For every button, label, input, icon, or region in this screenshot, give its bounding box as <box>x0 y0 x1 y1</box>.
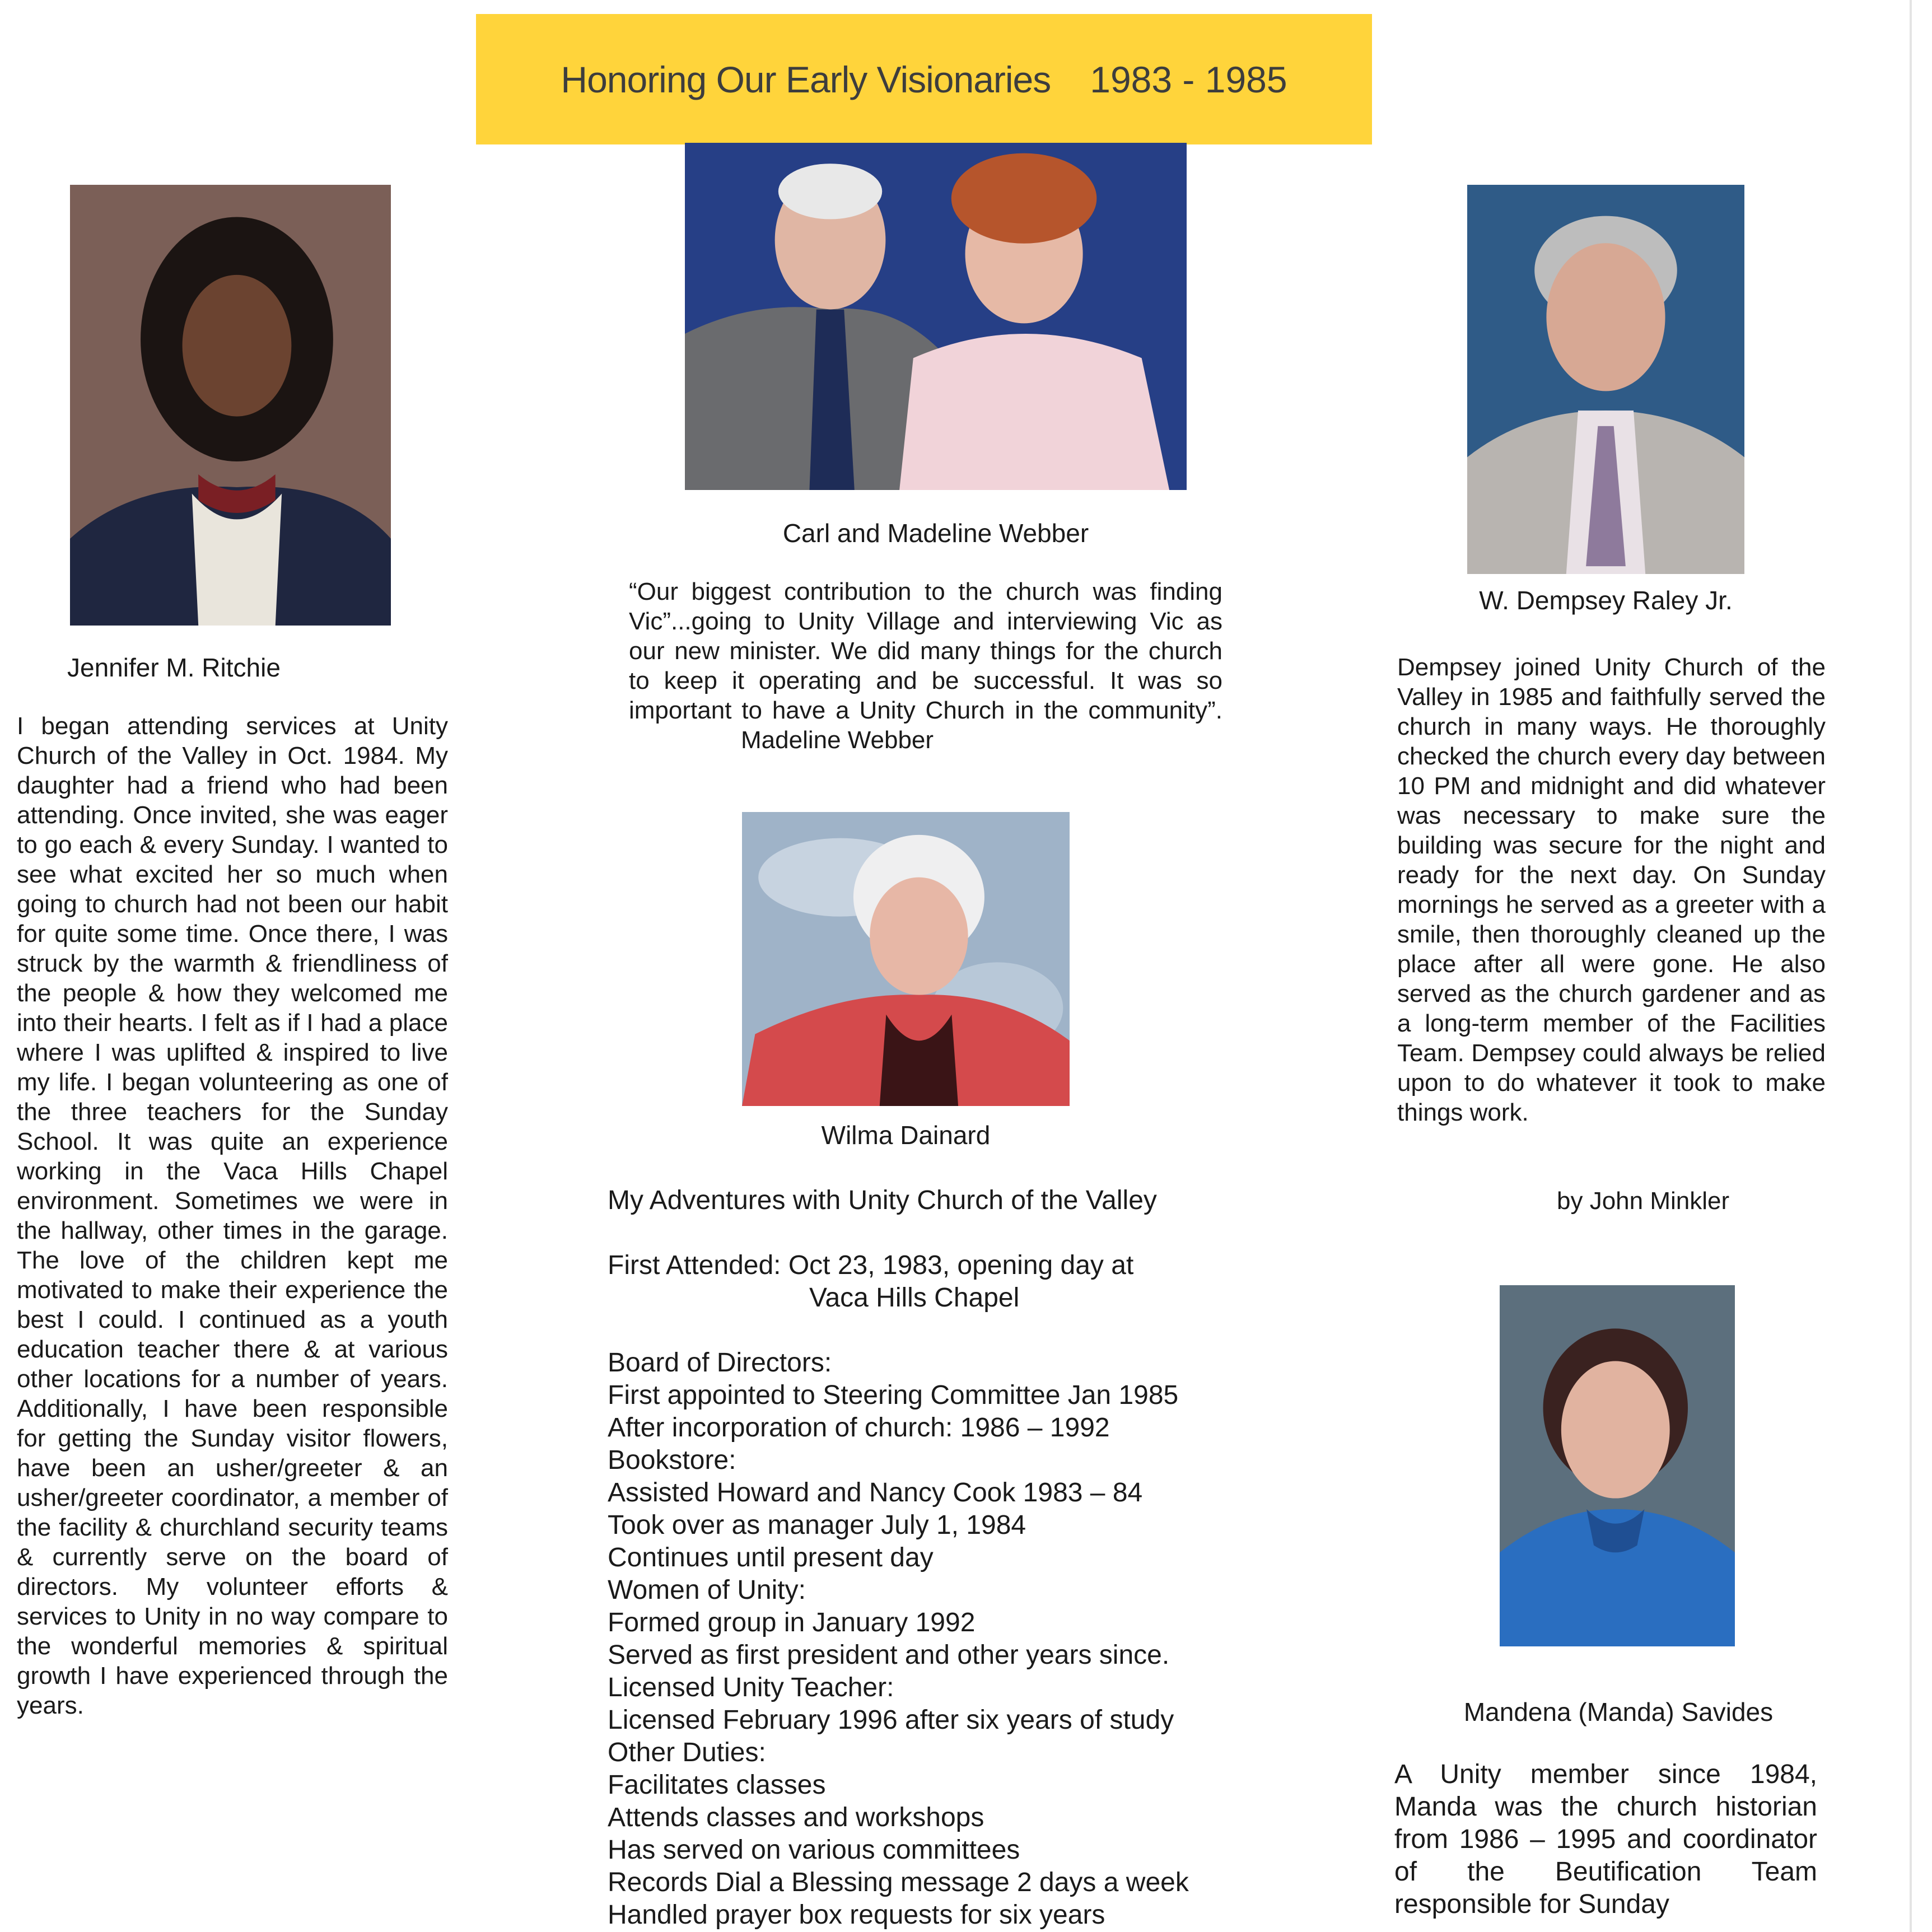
caption-jennifer-ritchie: Jennifer M. Ritchie <box>67 653 281 682</box>
adventures-line: Facilitates classes <box>608 1770 826 1800</box>
adventures-heading: My Adventures with Unity Church of the Valley <box>608 1186 1157 1215</box>
bio-dempsey-raley <box>1397 652 1826 1127</box>
bio-jennifer-ritchie-text: I began attending services at Unity Church of the Valley in Oct. 1984. My daughter had a friend who had been attending. Once invited, she was eager to go each & every Sunday. I wanted to see what excited her so much when going to church had not been our habit for quite some time. Once there, I was struck by the warmth & friendliness of the people & how they welcomed me into their hearts. I felt as if I had a place where I was uplifted & inspired to live my life. I began volunteering as one of the three teachers for the Sunday School. It was quite an experience working in the Vaca Hills Chapel environment. Sometimes we were in the hallway, other times in the garage. The love of the children kept me motivated to make their experience the best I could. I continued as a youth education teacher there & at various other locations for a number of years. Additionally, I have been responsible for getting the Sunday visitor flowers, have been an usher/greeter & an usher/greeter coordinator, a member of the facility & churchland security teams & currently serve on the board of directors. My volunteer efforts & services to Unity in no way compare to the wonderful memories & spiritual growth I have experienced through the years. <box>17 712 448 1719</box>
adventures-line: Attends classes and workshops <box>608 1803 984 1832</box>
adventures-line: Records Dial a Blessing message 2 days a week <box>608 1868 1189 1897</box>
first-attended-value: Oct 23, 1983, opening day at <box>788 1250 1134 1280</box>
bio-manda-savides-text: A Unity member since 1984, Manda was the church historian from 1986 – 1995 and coordinator of the Beutification Team responsible for Sunday <box>1394 1760 1817 1919</box>
adventures-line: Formed group in January 1992 <box>608 1608 976 1637</box>
adventures-section <box>608 1184 1224 1931</box>
photo-wilma-dainard <box>742 812 1070 1106</box>
page-title: Honoring Our Early Visionaries <box>561 58 1051 100</box>
adventures-line: Bookstore: <box>608 1445 736 1475</box>
adventures-line: First appointed to Steering Committee Jan 1985 <box>608 1380 1179 1410</box>
scan-edge <box>1910 0 1912 1932</box>
byline-john-minkler: by John Minkler <box>1557 1187 1730 1215</box>
first-attended-row <box>608 1249 1224 1282</box>
adventures-line: Has served on various committees <box>608 1835 1020 1865</box>
adventures-line: Continues until present day <box>608 1543 934 1572</box>
quote-webber-author: Madeline Webber <box>741 726 934 754</box>
first-attended-label: First Attended: <box>608 1250 781 1280</box>
bio-jennifer-ritchie <box>17 711 448 1720</box>
caption-webber-couple: Carl and Madeline Webber <box>782 519 1089 548</box>
photo-dempsey-raley <box>1467 185 1744 574</box>
adventures-line: Other Duties: <box>608 1738 766 1767</box>
photo-webber-couple <box>685 143 1187 490</box>
adventures-line: Served as first president and other years since. <box>608 1640 1170 1670</box>
adventures-line: Licensed February 1996 after six years of study <box>608 1705 1174 1735</box>
caption-dempsey-raley: W. Dempsey Raley Jr. <box>1479 586 1733 615</box>
adventures-line: Licensed Unity Teacher: <box>608 1673 894 1702</box>
caption-wilma-dainard: Wilma Dainard <box>821 1121 991 1150</box>
adventures-line: Handled prayer box requests for six years <box>608 1900 1105 1930</box>
photo-jennifer-ritchie <box>70 185 391 626</box>
adventures-line: Assisted Howard and Nancy Cook 1983 – 84 <box>608 1478 1143 1508</box>
quote-webber <box>629 577 1222 755</box>
bio-dempsey-raley-text: Dempsey joined Unity Church of the Valley in 1985 and faithfully served the church in many ways. He thoroughly checked the church every day between 10 PM and midnight and did whatever was necessary to make sure the building was secure for the night and ready for the next day. On Sunday mornings he served as a greeter with a smile, then thoroughly cleaned up the place after all were gone. He also served as the church gardener and as a long-term member of the Facilities Team. Dempsey could always be relied upon to do whatever it took to make things work. <box>1397 654 1826 1126</box>
quote-webber-text: “Our biggest contribution to the church was finding Vic”...going to Unity Village and interviewing Vic as our new minister. We did many things for the church to keep it operating and be successful. It was so important to have a Unity Church in the community”. <box>629 578 1222 724</box>
header-banner <box>476 14 1372 144</box>
adventures-line: Board of Directors: <box>608 1348 832 1378</box>
page-years: 1983 - 1985 <box>1090 58 1287 100</box>
bio-manda-savides <box>1394 1758 1817 1926</box>
first-attended-place: Vaca Hills Chapel <box>809 1283 1020 1313</box>
adventures-line: Took over as manager July 1, 1984 <box>608 1510 1026 1540</box>
caption-manda-savides: Mandena (Manda) Savides <box>1463 1697 1774 1726</box>
adventures-line: After incorporation of church: 1986 – 1992 <box>608 1413 1110 1443</box>
photo-manda-savides <box>1500 1285 1735 1646</box>
adventures-line: Women of Unity: <box>608 1575 806 1605</box>
